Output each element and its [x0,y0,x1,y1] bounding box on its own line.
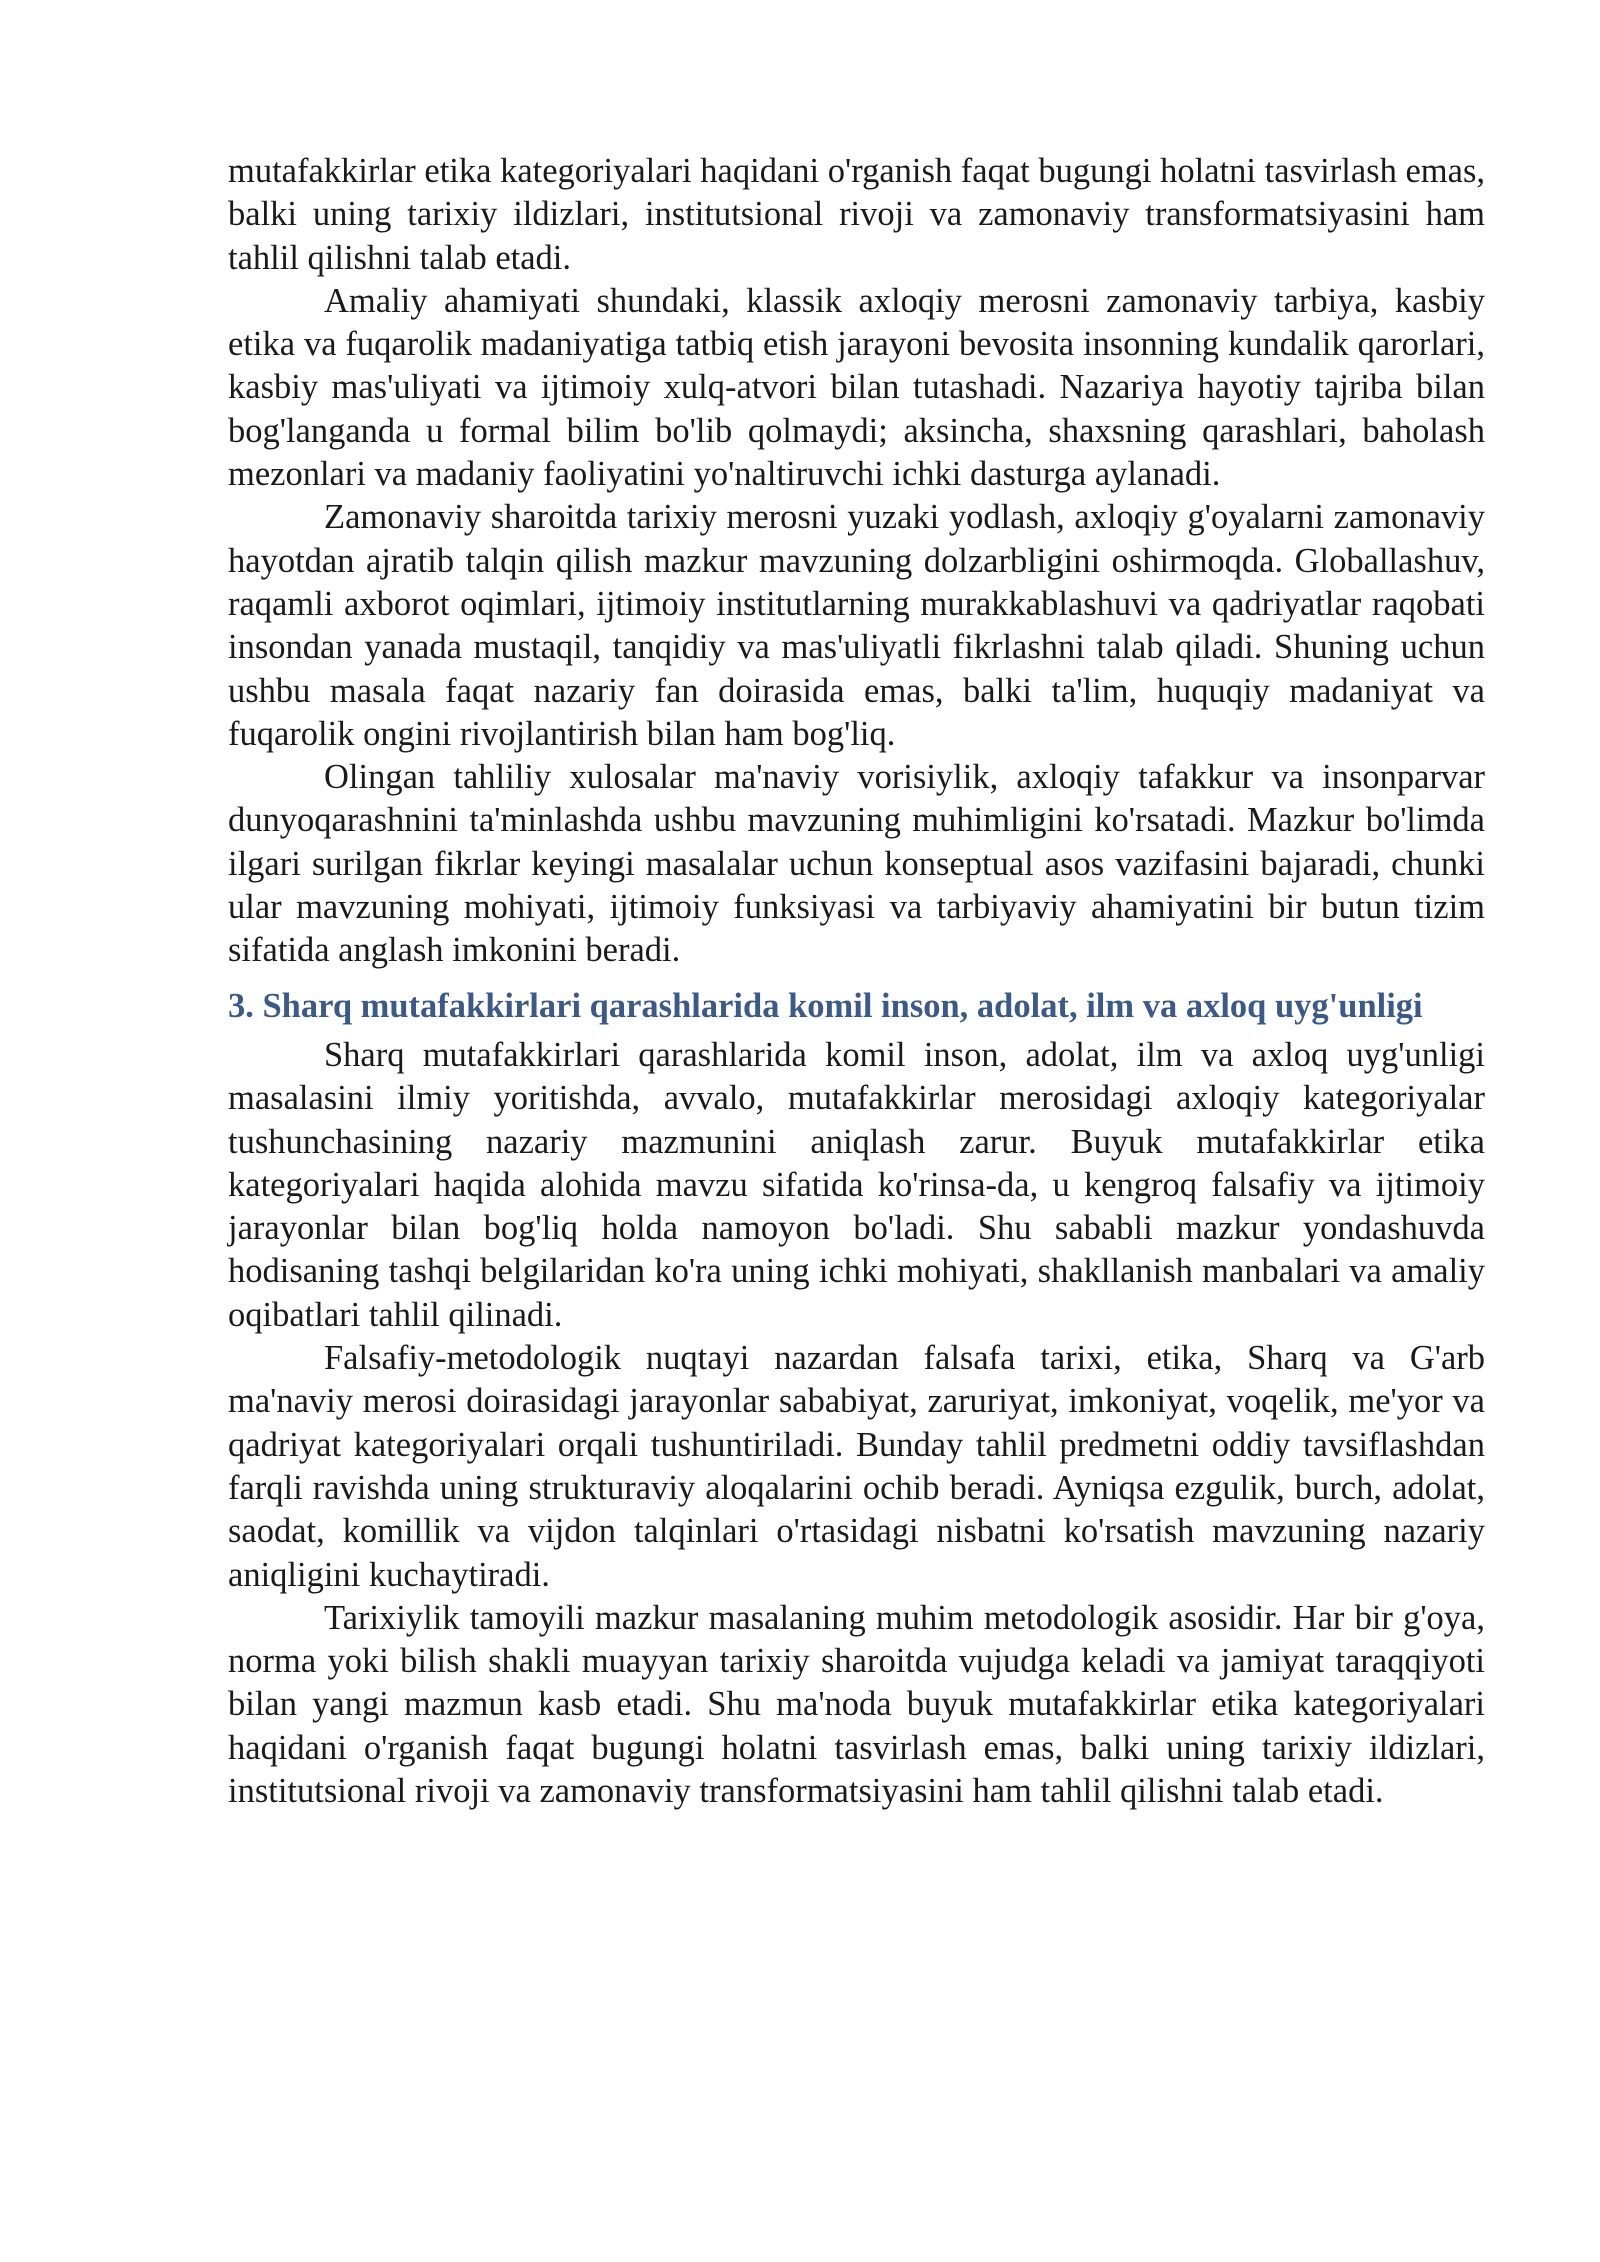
paragraph-analytical-conclusions: Olingan tahliliy xulosalar ma'naviy vorisiylik, axloqiy tafakkur va insonparvar dunyoqarashnini ta'minlashda ushbu mavzuning muhimligini ko'rsatadi. Mazkur bo'limda ilgari surilgan fikrlar keyingi masalalar uchun konseptual asos vazifasini bajaradi, chunki ular mavzuning mohiyati, ijtimoiy funksiyasi va tarbiyaviy ahamiyatini bir butun tizim sifatida anglash imkonini beradi. [228,758,1485,970]
paragraph-practical-significance: Amaliy ahamiyati shundaki, klassik axloqiy merosni zamonaviy tarbiya, kasbiy etika va fuqarolik madaniyatiga tatbiq etish jarayoni bevosita insonning kundalik qarorlari, kasbiy mas'uliyati va ijtimoiy xulq-atvori bilan tutashadi. Nazariya hayotiy tajriba bilan bog'langanda u formal bilim bo'lib qolmaydi; aksincha, shaxsning qarashlari, baholash mezonlari va madaniy faoliyatini yo'naltiruvchi ichki dasturga aylanadi. [228,281,1485,494]
paragraph-continuation: mutafakkirlar etika kategoriyalari haqidani o'rganish faqat bugungi holatni tasvirlash emas, balki uning tarixiy ildizlari, institutsional rivoji va zamonaviy transformatsiyasini ham tahlil qilishni talab etadi. [228,152,1485,277]
paragraph-modern-conditions: Zamonaviy sharoitda tarixiy merosni yuzaki yodlash, axloqiy g'oyalarni zamonaviy hayotdan ajratib talqin qilish mazkur mavzuning dolzarbligini oshirmoqda. Globallashuv, raqamli axborot oqimlari, ijtimoiy institutlarning murakkablashuvi va qadriyatlar raqobati insondan yanada mustaqil, tanqidiy va mas'uliyatli fikrlashni talab qiladi. Shuning uchun ushbu masala faqat nazariy fan doirasida emas, balki ta'lim, huquqiy madaniyat va fuqarolik ongini rivojlantirish bilan ham bog'liq. [228,498,1485,753]
section-heading: 3. Sharq mutafakkirlari qarashlarida komil inson, adolat, ilm va axloq uyg'unligi [228,986,1423,1025]
paragraph-methodology: Falsafiy-metodologik nuqtayi nazardan falsafa tarixi, etika, Sharq va G'arb ma'naviy merosi doirasidagi jarayonlar sababiyat, zaruriyat, imkoniyat, voqelik, me'yor va qadriyat kategoriyalari orqali tushuntiriladi. Bunday tahlil predmetni oddiy tavsiflashdan farqli ravishda uning strukturaviy aloqalarini ochib beradi. Ayniqsa ezgulik, burch, adolat, saodat, komillik va vijdon talqinlari o'rtasidagi nisbatni ko'rsatish mavzuning nazariy aniqligini kuchaytiradi. [228,1339,1485,1594]
paragraph-section-intro: Sharq mutafakkirlari qarashlarida komil inson, adolat, ilm va axloq uyg'unligi masalasini ilmiy yoritishda, avvalo, mutafakkirlar merosidagi axloqiy kategoriyalar tushunchasining nazariy mazmunini aniqlash zarur. Buyuk mutafakkirlar etika kategoriyalari haqida alohida mavzu sifatida ko'rinsa-da, u kengroq falsafiy va ijtimoiy jarayonlar bilan bog'liq holda namoyon bo'ladi. Shu sababli mazkur yondashuvda hodisaning tashqi belgilaridan ko'ra uning ichki mohiyati, shakllanish manbalari va amaliy oqibatlari tahlil qilinadi. [228,1035,1485,1334]
document-page [228,150,1485,1813]
paragraph-historicity: Tarixiylik tamoyili mazkur masalaning muhim metodologik asosidir. Har bir g'oya, norma yoki bilish shakli muayyan tarixiy sharoitda vujudga keladi va jamiyat taraqqiyoti bilan yangi mazmun kasb etadi. Shu ma'noda buyuk mutafakkirlar etika kategoriyalari haqidani o'rganish faqat bugungi holatni tasvirlash emas, balki uning tarixiy ildizlari, institutsional rivoji va zamonaviy transformatsiyasini ham tahlil qilishni talab etadi. [228,1598,1485,1810]
